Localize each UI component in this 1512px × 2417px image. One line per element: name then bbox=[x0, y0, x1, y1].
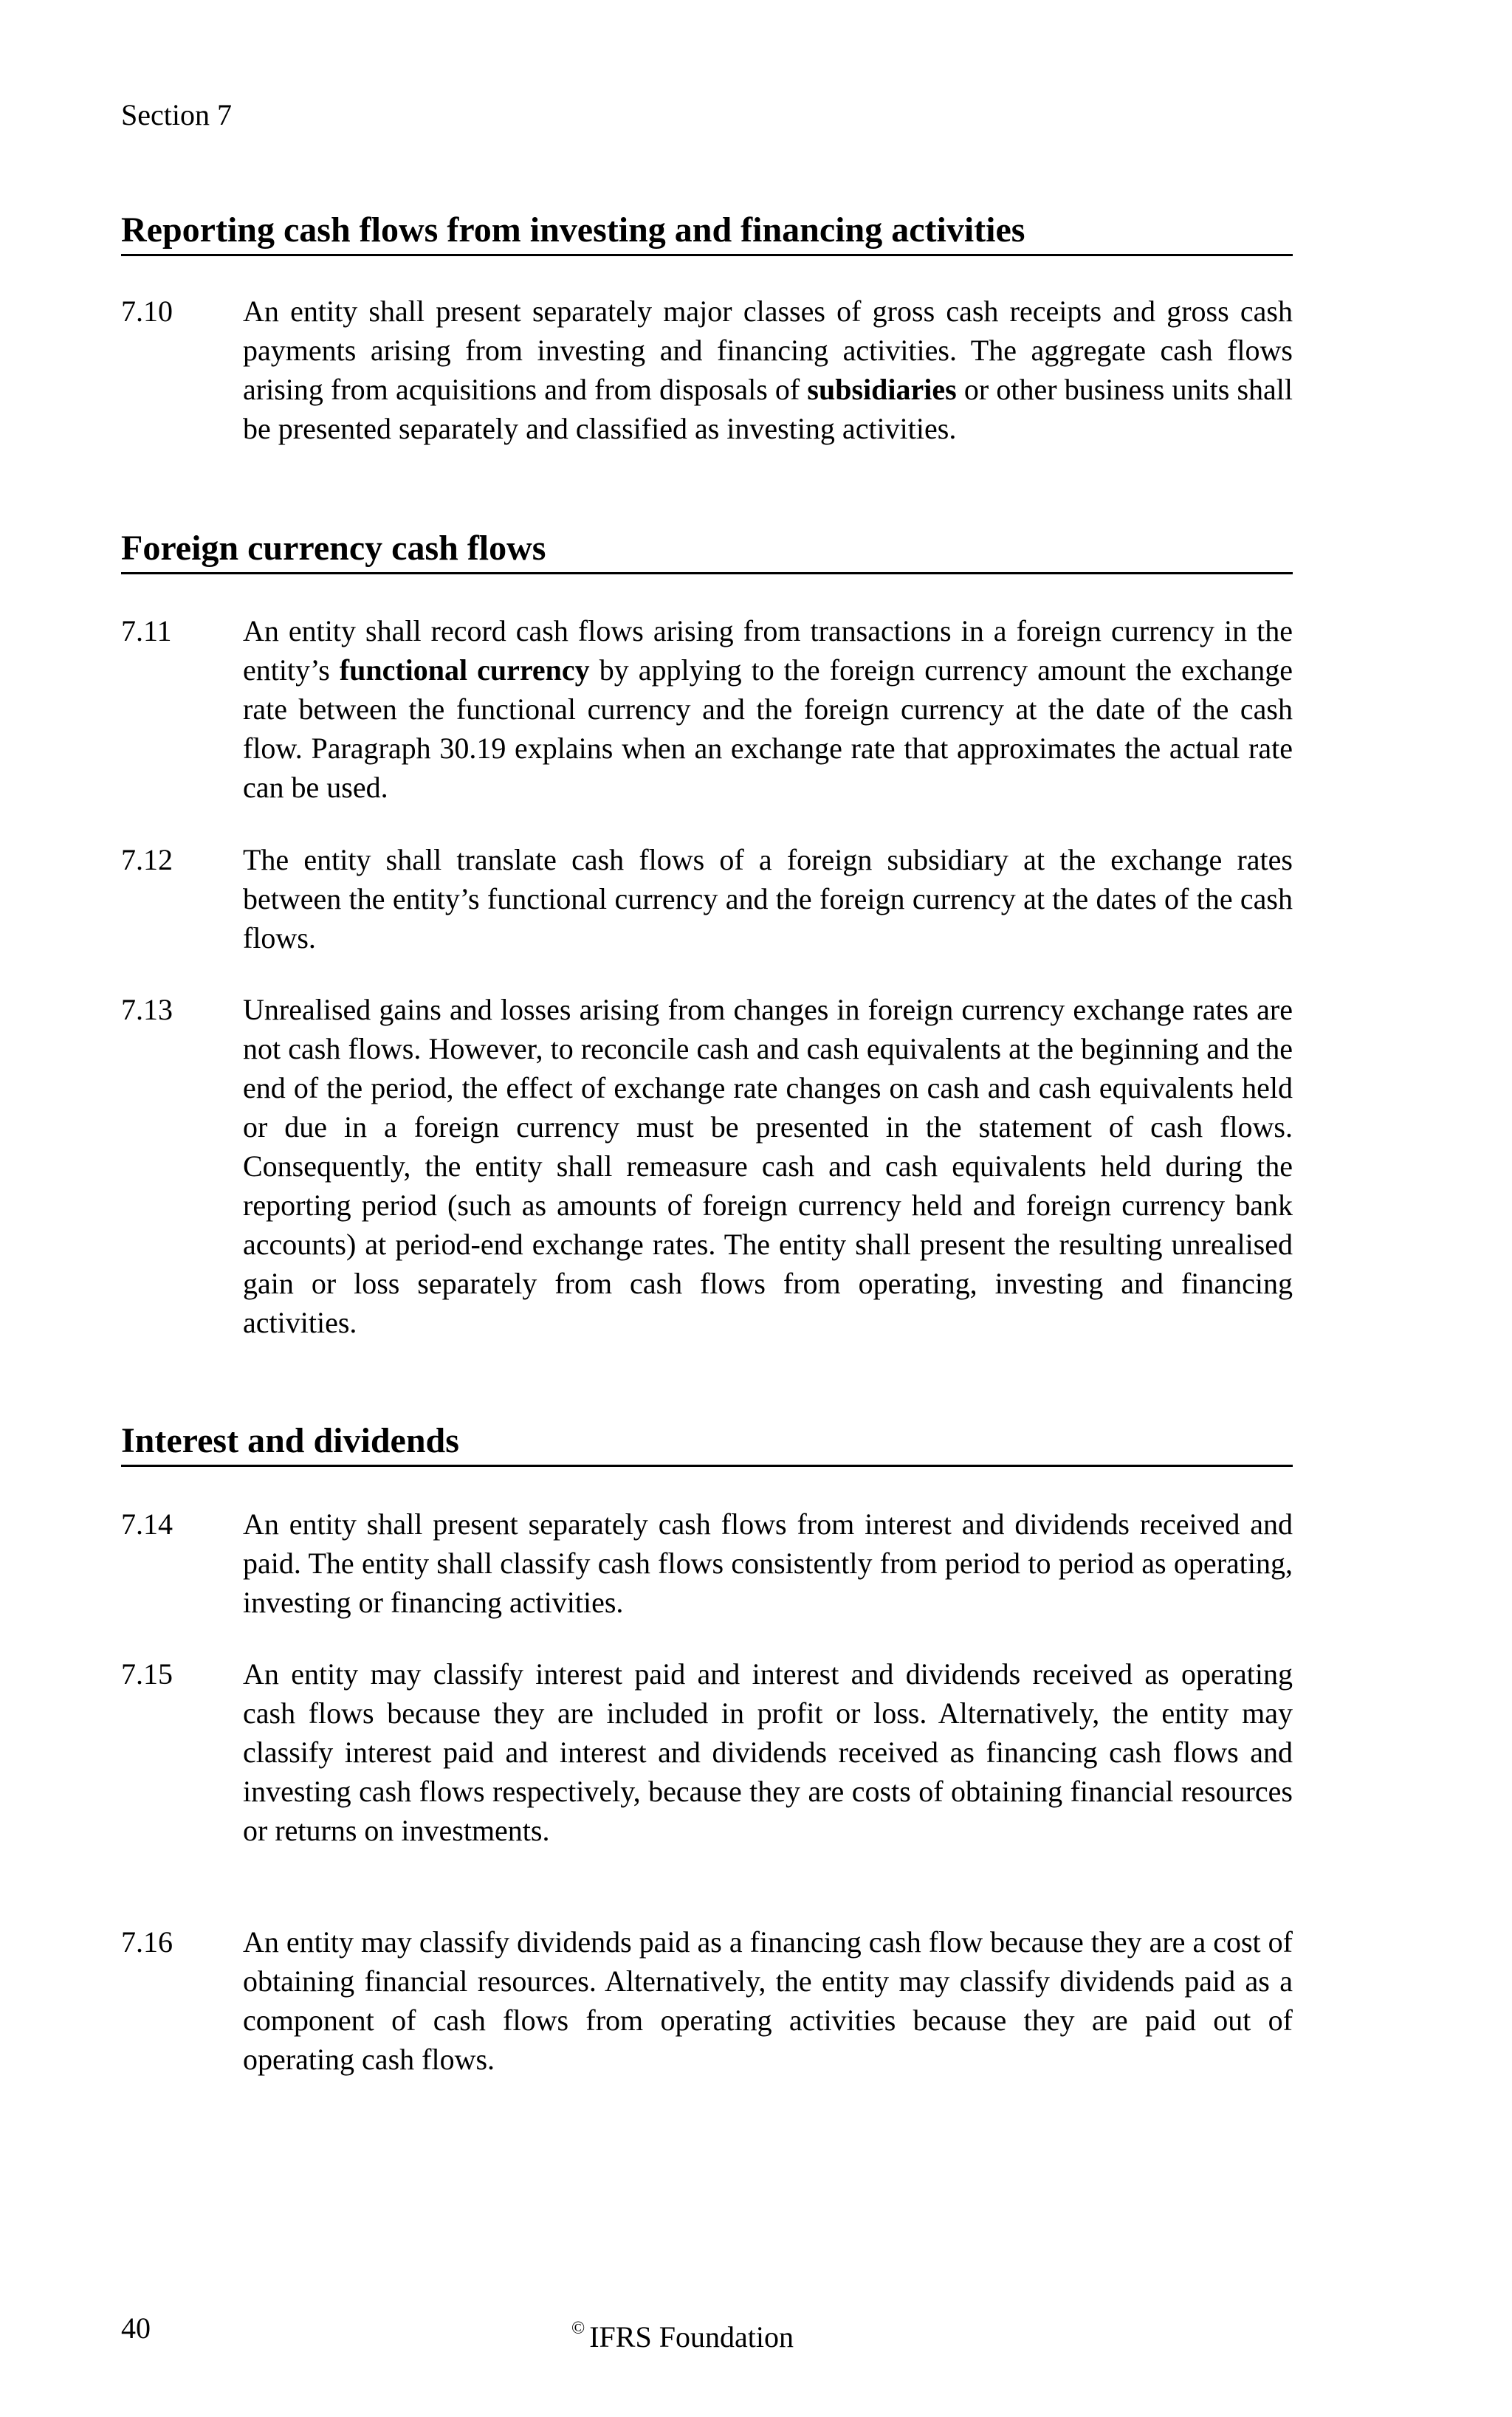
paragraph-text: An entity may classify interest paid and interest and dividends received as operating cash flows because they are included in profit or loss. Alternatively, the entity may classify interest paid and interest and dividends received as financing cash flows and investing cash flows respectively, because they are costs of obtaining financial resources or returns on investments. bbox=[243, 1657, 1293, 1847]
heading-foreign-currency: Foreign currency cash flows bbox=[121, 526, 1293, 574]
paragraph-7-14 bbox=[121, 1505, 1293, 1622]
paragraph-number: 7.16 bbox=[121, 1925, 173, 1959]
paragraph-text: An entity shall record cash flows arising from transactions in a foreign currency in the entity’s functional currency by applying to the foreign currency amount the exchange rate between the functional currency and the foreign currency at the date of the cash flow. Paragraph 30.19 explains when an exchange rate that approximates the actual rate can be used. bbox=[243, 614, 1293, 804]
section-label: Section 7 bbox=[121, 98, 232, 131]
paragraph-text: The entity shall translate cash flows of a foreign subsidiary at the exchange rates between the entity’s functional currency and the foreign currency at the dates of the cash flows. bbox=[243, 843, 1293, 955]
paragraph-text: An entity shall present separately cash flows from interest and dividends received and paid. The entity shall classify cash flows consistently from period to period as operating, investing or financing activities. bbox=[243, 1507, 1293, 1619]
paragraph-number: 7.10 bbox=[121, 295, 173, 328]
heading-investing-financing: Reporting cash flows from investing and financing activities bbox=[121, 208, 1293, 256]
paragraph-7-13 bbox=[121, 990, 1293, 1342]
footer-copyright bbox=[571, 2311, 794, 2355]
paragraph-number: 7.15 bbox=[121, 1657, 173, 1691]
paragraph-text: An entity may classify dividends paid as a financing cash flow because they are a cost of obtaining financial resources. Alternatively, the entity may classify dividends paid as a component of cash flows from operating activities because they are paid out of operating cash flows. bbox=[243, 1925, 1293, 2076]
paragraph-number: 7.14 bbox=[121, 1507, 173, 1541]
defined-term-subsidiaries: subsidiaries bbox=[807, 373, 957, 406]
page-number: 40 bbox=[121, 2311, 151, 2345]
copyright-icon: © bbox=[571, 2319, 585, 2338]
paragraph-number: 7.12 bbox=[121, 843, 173, 876]
paragraph-7-16 bbox=[121, 1922, 1293, 2079]
paragraph-7-12 bbox=[121, 840, 1293, 957]
paragraph-7-15 bbox=[121, 1654, 1293, 1850]
paragraph-7-10 bbox=[121, 292, 1293, 448]
paragraph-text: An entity shall present separately major classes of gross cash receipts and gross cash payments arising from investing and financing activities. The aggregate cash flows arising from acquisitions and from disposals of subsidiaries or other business units shall be presented separately and classified as investing activities. bbox=[243, 295, 1293, 445]
footer-org: IFRS Foundation bbox=[589, 2320, 794, 2354]
paragraph-number: 7.11 bbox=[121, 614, 172, 647]
paragraph-text: Unrealised gains and losses arising from changes in foreign currency exchange rates are not cash flows. However, to reconcile cash and cash equivalents at the beginning and the end of the period, the effect of exchange rate changes on cash and cash equivalents held or due in a foreign currency must be presented in the statement of cash flows. Consequently, the entity shall remeasure cash and cash equivalents held during the reporting period (such as amounts of foreign currency held and foreign currency bank accounts) at period-end exchange rates. The entity shall present the resulting unrealised gain or loss separately from cash flows from operating, investing and financing activities. bbox=[243, 993, 1293, 1339]
paragraph-number: 7.13 bbox=[121, 993, 173, 1026]
heading-interest-dividends: Interest and dividends bbox=[121, 1419, 1293, 1467]
paragraph-7-11 bbox=[121, 611, 1293, 807]
defined-term-functional-currency: functional currency bbox=[339, 653, 590, 687]
